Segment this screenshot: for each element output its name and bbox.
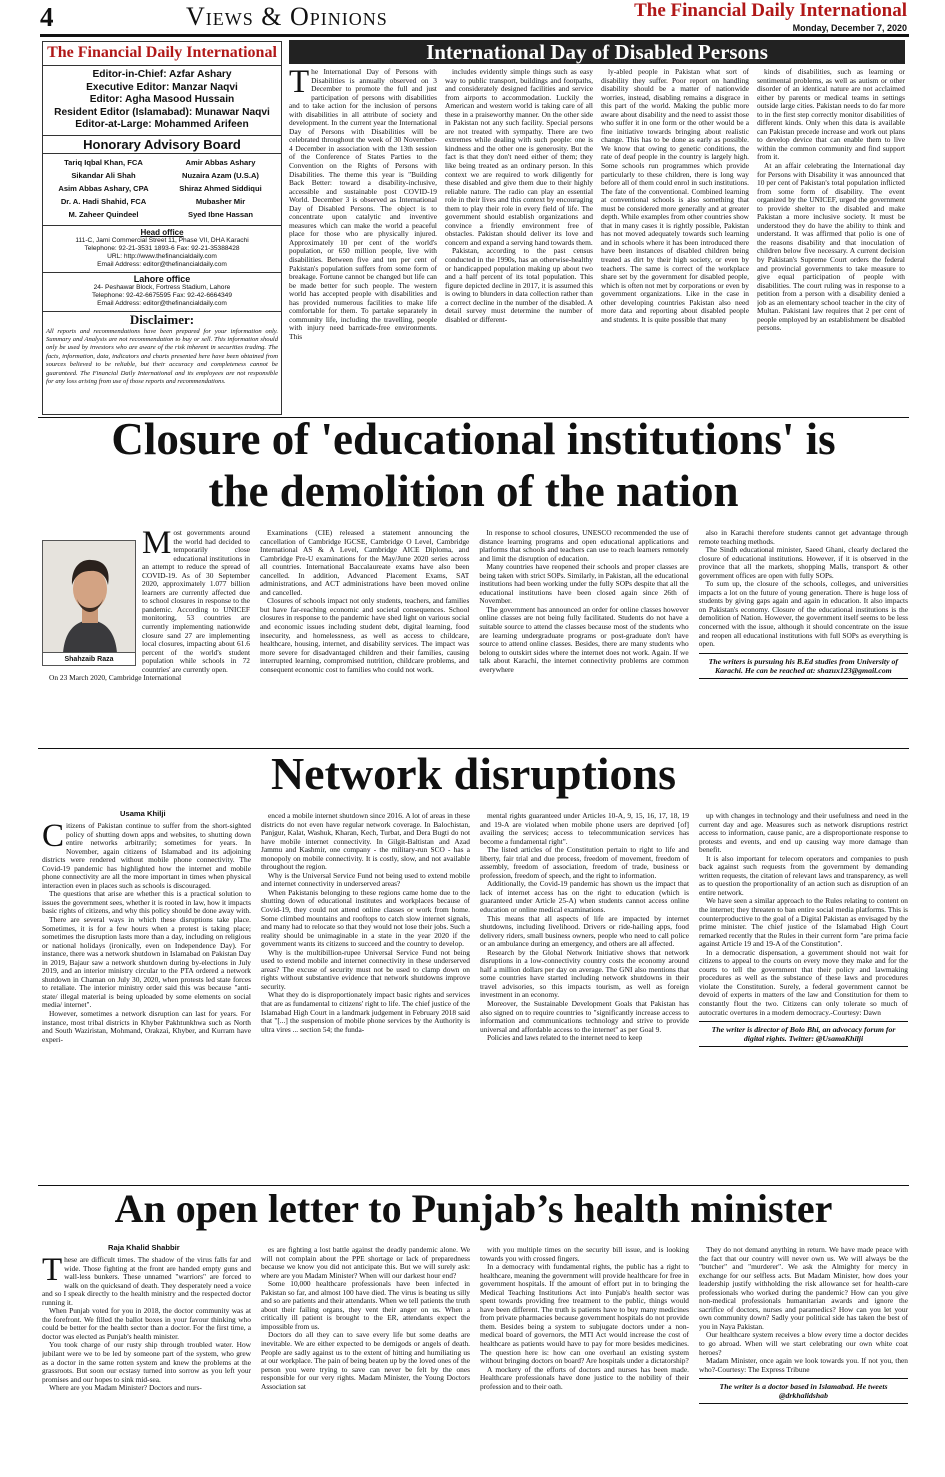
advisory-board-list	[43, 156, 281, 221]
article1-body	[289, 68, 905, 413]
article3-column	[42, 812, 251, 1180]
paragraph: Why is the Universal Service Fund not being used to extend mobile and internet connectivity in underserved areas?	[261, 870, 470, 889]
staff-box	[42, 41, 282, 415]
paragraph: In response to school closures, UNESCO recommended the use of distance learning programs and open educational applications and platforms that schools and teachers can use to reach learners remotely and limit the disruption of education.	[479, 529, 689, 563]
paper-name-header: The Financial Daily International	[634, 0, 907, 21]
paragraph: Why is the multibillion-rupee Universal Service Fund not being used to extend mobile and internet connectivity in these underserved areas? The excuse of security must not be used to clamp down on rights without substantive evidence that network shutdowns improve security.	[261, 947, 470, 991]
article1-column	[445, 68, 593, 413]
staff-line: Editor-at-Large: Mohammed Arifeen	[75, 119, 249, 130]
paragraph: Policies and laws related to the internet need to keep	[487, 1033, 643, 1043]
article1-column	[289, 68, 437, 413]
paragraph: Doctors do all they can to save every life but some deaths are inevitable. We are either expected to be demigods or angels of death. People are sadly against us to the extent of hitting and humiliating us at our workplace. The pain of being beaten up by the loved ones of the person you were trying to save can never be felt by the ones responsible for our very rights. Madam Minister, the Young Doctors Association sat	[261, 1330, 470, 1391]
paragraph: Madam Minister, once again we look towards you. If not you, then who?-Courtesy: The Express Tribune	[699, 1356, 908, 1374]
paragraph: They do not demand anything in return. We have made peace with the fact that our country will never own us. We will always be the "butcher" and "murderer". We ask the Almighty for mercy in exchange for our selfless acts. But Madam Minister, how does your leadership justify withholding the risk allowance set for health-care professionals who worked during the pandemic? How can you give non-medical professionals humanitarian awards and ignore the sacrifice of doctors, nurses and paramedics? How can you let your own community down? Sadly your political side has taken the best of you in Naya Pakistan.	[699, 1246, 908, 1331]
staff-list	[43, 66, 281, 132]
article2-column	[42, 529, 250, 744]
staff-line: Resident Editor (Islamabad): Munawar Naqvi	[54, 106, 270, 118]
paragraph: Pakistan, according to the past census conducted in the 1990s, has an otherwise-healthy or handicapped population making up about two and a half percent of its total population. This figure depicted decline in 2017, it is assumed this is owing to blunders in data collection rather than a correct decline in the number of the disabled. A detail survey must determine the number of disabled or different-	[445, 246, 593, 324]
advisory-member: Tariq Iqbal Khan, FCA	[64, 157, 143, 167]
article4-headline: An open letter to Punjab’s health minister	[114, 1186, 833, 1231]
article4-column	[261, 1246, 470, 1472]
paragraph: Where are you Madam Minister? Doctors and nurs-	[49, 1383, 202, 1393]
article2-headline-line2: the demolition of the nation	[208, 465, 739, 516]
paragraph: The Sindh educational minister, Saeed Ghani, clearly declared the closure of educational institutions. However, if it is observed in the province that all the markets, shopping Malls, transport & other government offices are open with fully SOPs.	[698, 545, 908, 580]
article3-headline: Network disruptions	[270, 748, 677, 799]
article2-body	[42, 529, 908, 744]
paragraph: Moreover, the Sustainable Development Goals that Pakistan has also signed on to require countries to "significantly increase access to information and communications technology and strive to provide universal and affordable access to the internet" as per Goal 9.	[480, 999, 689, 1034]
disclaimer-text: All reports and recommendations have been prepared for your information only. Summary and Analysis are not recommendation to buy or sell. This information should only be used by investors who are aware of the risk inherent in securities trading. The facts, information, data, indicators and charts presented here have been obtained from sources believed to be reliable, but their accuracy and completeness cannot be guaranteed. The Financial Daily International and its employees are not responsible for any loss arising from use of those reports and recommendations.	[46, 327, 278, 386]
paragraph: When Pakistanis belonging to these regions came home due to the shutting down of educational institutes and workplaces because of Covid-19, they could not attend online classes or work from home. Some climbed mountains and rooftops to catch slow internet signals, and many had to relocate so that they would not lose their jobs. Such a reality should be unimaginable in a state in the year 2020 if the government wants its citizens to succeed and the country to develop.	[261, 887, 470, 949]
article3-column-text	[699, 812, 908, 1017]
head-office-address	[43, 237, 281, 270]
masthead-rule	[40, 34, 909, 37]
paragraph: with you multiple times on the security bill issue, and is looking towards you with crossed fingers.	[480, 1246, 689, 1263]
address-line: Telephone: 92-42-6675595 Fax: 92-42-6664349	[91, 291, 233, 299]
paragraph: enced a mobile internet shutdown since 2016. A lot of areas in these districts do not even have regular network coverage. In Balochistan, Panjgur, Kalat, Washuk, Kharan, Kech, Turbat, and Dera Bugti do not have mobile internet connectivity. In Gilgit-Baltistan and Azad Jammu and Kashmir, one company - the military-run SCO - has a monopoly on mobile connectivity. It is costly, slow, and not available throughout the region.	[261, 812, 470, 872]
publication-date: Monday, December 7, 2020	[792, 23, 907, 33]
paragraph: These are difficult times. The shadow of the virus falls far and wide. Those fighting at the front are handed empty guns and wall-less bunkers. These unnamed "warriors" are forced to walk on the quicksand of death. They desperately need a voice and so I speak directly to the health ministry and the respected doctor running it.	[42, 1252, 251, 1307]
article2-column	[699, 529, 908, 744]
author-photo-caption: Shahzaib Raza	[43, 652, 135, 665]
article3-column	[261, 812, 470, 1180]
paragraph: At an affair celebrating the International day for Persons with Disability it was announced that 10 per cent of Pakistan's total population inflicted from some form of disability. The event organized by the UNICEF, urged the government to provide shelter to the disabled and make Pakistan a more inclusive society. It must be understood they do have the ability to think and understand. It was affirmed that polio is one of the reasons disability and that inoculation of children below five necessary. A current decision by Pakistan's Supreme Court orders the federal and provincial governments to take measure to give equal participation of people with disabilities. The court ruling was in response to a petition from a person with a disability denied a job as an elementary school teacher in the city of Multan. Pakistani law requires that 2 per cent of people employed by an establishment be disabled persons.	[757, 161, 905, 333]
advisory-board-title: Honorary Advisory Board	[43, 135, 281, 154]
paragraph: Research by the Global Network Initiative shows that network disruptions in a low-connectivity country costs the economy around half a million dollars per day on average. The GNI also mentions that some countries have started including network shutdowns in their travel advisories, so this impacts tourism, as well as foreign investment in an economy.	[480, 947, 689, 1000]
paragraph: In a democracy with fundamental rights, the public has a right to healthcare, meaning the government will provide healthcare for free in government hospitals. If the amount of effort put in to bringing the Medical Teaching Institutions Act into Punjab's health sector was spent towards providing free treatment to the public, things would have been different. The truth is patients have to buy many medicines from private pharmacies because government hospitals do not provide them. Besides being a system to subjugate doctors under a non-medical board of governors, the MTI Act would increase the cost of healthcare as patients would have to pay for more besides medicines. The question here is: how can one overhaul an existing system without bringing doctors on board? Are hospitals under a dictatorship?	[480, 1262, 689, 1366]
article4-column	[699, 1246, 908, 1472]
address-line: 111-C, Jami Commercial Street 11, Phase VII, DHA Karachi	[75, 236, 249, 244]
advisory-member: M. Zaheer Quindeel	[68, 209, 139, 219]
article1-title: International Day of Disabled Persons	[289, 40, 905, 64]
advisory-member: Amir Abbas Ashary	[185, 157, 256, 167]
drop-cap: T	[42, 1252, 63, 1288]
photo-spacer	[42, 529, 142, 667]
paragraph: mental rights guaranteed under Articles 10-A, 9, 15, 16, 17, 18, 19 and 19-A are violated when mobile phone users are deprived [of] availing the services; access to telecommunication services has become a fundamental right".	[480, 812, 689, 846]
advisory-member: Syed Ibne Hassan	[188, 209, 253, 219]
paragraph: Examinations (CIE) released a statement announcing the cancellation of Cambridge IGCSE, Cambridge O Level, Cambridge International AS & A Level, Cambridge AICE Diploma, and Cambridge Pre-U examinations for the May/June 2020 series across all countries. International Baccalaureate exams have also been cancelled. In addition, Advanced Placement Exams, SAT administrations, and ACT administrations have been moved online and cancelled.	[260, 529, 470, 597]
advisory-member: Dr. A. Hadi Shahid, FCA	[60, 196, 147, 206]
paragraph: es are fighting a lost battle against the deadly pandemic alone. We will not complain about the PPE shortage or lack of preparedness because we know you did not anticipate this. But we will surely ask: where are you Madam Minister? When will our darkest hour end?	[261, 1246, 470, 1280]
paragraph: also in Karachi therefore students cannot get advantage through remote teaching methods.	[698, 529, 908, 546]
address-line: Email Address: editor@thefinancialdaily.com	[97, 261, 227, 269]
paragraph: kinds of disabilities, such as learning or sentimental problems, as well as autism or other disorder of an identical nature are not acclaimed either by parents or medical teams in settings outside large cities. Pakistan needs to do far more to in the first step correctly monitor disabilities of different kinds. Only when this data is available can Pakistan precede increase and work out plans to develop device that can enable them to live within the common community and find support from it.	[757, 68, 905, 162]
lahore-office-title: Lahore office	[43, 272, 281, 284]
paragraph: The government has announced an order for online classes however online classes are not being fully facilitated. Students do not have a suitable source to attend the classes because most of the students who are learning undergraduate programs or post-graduate don't have source to attend online classes. Besides, there are many students who belong to outskirt sides where the internet does not work. Again. If we talk about Karachi, the internet connectivity problems are common everywhere	[479, 604, 689, 674]
paragraph: This means that all aspects of life are impacted by internet shutdowns, including livelihood. Drivers or ride-hailing apps, food delivery riders, small business owners, people who need to call police or an ambulance during an emergency, and others are all affected.	[480, 913, 689, 949]
article3-author-note: The writer is director of Bolo Bhi, an advocacy forum for digital rights. Twitter: @UsamaKhilji	[699, 1021, 908, 1047]
article2-author-note: The writers is pursuing his B.Ed studies from University of Karachi. He can be reached at: shazux123@gmail.com	[699, 653, 908, 679]
advisory-member: Sikandar Ali Shah	[71, 170, 136, 180]
article3-column	[480, 812, 689, 1180]
article4-body	[42, 1246, 908, 1472]
paragraph: Citizens of Pakistan continue to suffer from the short-sighted policy of shutting down apps and websites, to shutting down entire networks arbitrarily; sometimes for years. In November, again citizens of Islamabad and its adjoining districts were rendered without mobile phone connectivity. The Covid-19 pandemic has highlighted how the internet and mobile phone connectivity are all the more important in times when physical interaction even in places such as schools is discouraged.	[42, 818, 251, 890]
advisory-member: Shiraz Ahmed Siddiqui	[179, 183, 262, 193]
head-office-title: Head office	[43, 225, 281, 237]
paragraph: Additionally, the Covid-19 pandemic has shown us the impact that lack of internet access has on the right to education (which is guaranteed under Article 25-A) when students cannot access online education or online medical examinations.	[480, 879, 689, 915]
article2-headline-line1: Closure of 'educational institutions' is	[111, 414, 836, 464]
paragraph: Many countries have reopened their schools and proper classes are being taken with strict SOPs. Similarly, in Pakistan, all the educational institutions had been working under the fully SOPs despite that all the educational institutions have been closed again since 26th of November.	[479, 562, 689, 606]
paragraph: The International Day of Persons with Disabilities is annually observed on 3 December to promote the full and just participation of persons with disabilities and to take action for the inclusion of persons with disabilities in all attribute of society and development. In the current year the International Day of Persons with Disabilities will be celebrated throughout the week of 30 November- 4 December in association with the 13th session of the Conference of States Parties to the Convention on the Rights of Persons with Disabilities. The theme this year is "Building Back Better: toward a disability-inclusive, accessible and sustainable post COVID-19 World. December 3 is observed as International Day of Disabled Persons. The object is to concentrate upon catalytic and inventive measures which can make the world a peaceful place for those who are physically injured. Approximately 10 per cent of the world's population, or 650 million people, live with disabilities. Between five and ten per cent of Pakistan's population suffers from some form of breakage. Fortune cannot be changed but life can be made better for such people. The western world has accepted people with disabilities and has provided numerous facilities to make life comfortable for them. To partake separately in community life, including the travelling, people with injury need barricade-free environments. This	[289, 68, 437, 341]
article3-column	[699, 812, 908, 1180]
address-line: 24- Peshawar Block, Fortress Stadium, Lahore	[93, 283, 231, 291]
address-line: Telephone: 92-21-3531 1893-6 Fax: 92-21-35388428	[84, 244, 240, 252]
paragraph: In a democratic dispensation, a government should not wait for citizens to appeal to the courts on every move they make and for the courts to tell the government that their policy and lawmaking procedures as well as the substance of these laws and procedures violate the Constitution. Surely, a federal government cannot be devoid of experts in matters of the law and Constitution for them to constantly flout the two. Citizens can only tolerate so much of autocratic overtures in a modern democracy.-Courtesy: Dawn	[699, 947, 908, 1017]
drop-cap: T	[289, 68, 310, 100]
section-title: Views & Opinions	[186, 2, 388, 31]
advisory-member: Mubasher Mir	[195, 196, 246, 206]
paragraph: includes evidently simple things such as easy way to public transport, buildings and footpaths, and considerately designed facilities and service from airports to accommodation. Luckily the American and western world is taking care of all these in a praiseworthy manner. On the other side in Pakistan not any such facility. Special persons are not treated with sympathy. There are two extremes while dealing with such people: one is kindness and the other one is generosity. But the fact is that they don't need either of them; they like being treated as an ordinary person. In this context we are required to work diligently for these disabled and give them due to their highly reliable nature. The radio can play an essential role in their lives and this context by encouraging them to play their role in every field of life. The government should establish organizations and convince a friendly environment free of obstacles. Pakistan should deliver its love and concern and expand a serving hand towards them.	[445, 68, 593, 247]
article4-column-text	[699, 1246, 908, 1374]
paragraph: What they do is disproportionately impact basic rights and services that are as fundamental to citizens' right to life. The chief justice of the Islamabad High Court in a landmark judgement in February 2018 said that "[...] the suspension of mobile phone services by the Authority is ultra vires ... section 54; the funda-	[261, 990, 470, 1034]
article1-column	[757, 68, 905, 413]
paragraph: However, sometimes a network disruption can last for years. For instance, most tribal districts in Khyber Pakhtunkhwa such as North and South Waziristan, Mohmand, Orakzai, Khyber, and Kurram have experi-	[42, 1009, 251, 1044]
paragraph: There are several ways in which these disruptions take place. Sometimes, it is for a few hours when a protest is taking place; sometimes the disruption lasts more than a day, including on religious or national holidays (ironically, even on Independence Day). For instance, there was a network shutdown in Islamabad on Pakistan Day in 2019, Bajaur saw a network shutdown during by-elections in July 2019, and an interior ministry circular to the PTA ordered a network shutdown in Chaman on July 30, 2020, when protests led state forces to retaliate. The interior ministry order said this was because "anti-state/ illegal material is being uploaded by some elements on social media/ internet".	[42, 915, 251, 1010]
article4-author-note: The writer is a doctor based in Islamabad. He tweets @drkhalidshab	[699, 1378, 908, 1404]
staff-line: Editor: Agha Masood Hussain	[89, 94, 235, 105]
paragraph: A mockery of the efforts of doctors and nurses has been made. Healthcare professionals have done justice to the nobility of their profession and to their oath.	[480, 1364, 689, 1391]
advisory-member: Asim Abbas Ashary, CPA	[58, 183, 149, 193]
paragraph: It is also important for telecom operators and companies to push back against such requests from the government by demanding written requests, the citation of relevant laws and transparency, as well as to question the proportionality of an action such as disruption of an entire network.	[699, 853, 908, 897]
paragraph: ly-abled people in Pakistan what sort of disability they suffer. Poor report on handling disability should be a matter of nationwide worries, instead, disabling remains a disgrace in this part of the world. Making the public more aware about disability and the need to assist those who suffer it in one form or the other would be a fine initiative towards bringing about realistic change. This has to be done as early as possible. We know that owing to genetic conditions, the rate of deaf people in the country is largely high. Some schools run programmes which provide particularly to these children, there is long way before all of them could enrol in such institutions. The fate of the conventional. Combined learning at conventional schools is also something that must be considered more generally and at greater depth. While examples from other countries show that in many cases it is rightly possible, Pakistan has not moved adequately towards such learning and in schools where it has been introduced there have been instances of disabled children being treated as dirt by their high society, or even by teachers. The same is correct of the workplace share set by the government for disabled people, which is often not met by corporations or even by government organizations. Like in the case in other developing countries Pakistan also need more data and reporting about disabled people and students. It is quite possible that many	[601, 68, 749, 324]
paragraph: We have seen a similar approach to the Rules relating to content on the internet; they threaten to ban entire social media platforms. This is counterproductive to the goal of a Digital Pakistan as envisaged by the prime minister. The chief justice of the Islamabad High Court remarked recently that the Rules in their current form "are prima facie against Article 19 and 19-A of the Constitution".	[699, 896, 908, 949]
article3-byline: Usama Khilji	[120, 809, 166, 818]
paragraph: Some 10,000 healthcare professionals have been infected in Pakistan so far, and almost 100 have died. The virus is beating us silly and so are patients and their attendants. When we tell patients the truth about their failing organs, they vent their anger on us. When a critically ill patient is brought to the ER, attendants expect the impossible from us.	[261, 1279, 470, 1331]
address-line: Email Address: editor@thefinancialdaily.com	[97, 300, 227, 308]
article2-column	[260, 529, 469, 744]
article1-column	[601, 68, 749, 413]
paragraph: Most governments around the world had decided to temporarily close educational institutions in an attempt to reduce the spread of COVID-19. As of 30 September 2020, approximately 1.077 billion learners are currently affected due to school closures in response to the pandemic. According to UNICEF monitoring, 53 countries are currently implementing nationwide closure sand 27 are implementing local closures, impacting about 61.6 percent of the world's student population while schools in 72 countries' are currently open.	[142, 529, 250, 674]
advisory-member: Nuzaira Azam (U.S.A)	[182, 170, 259, 180]
paragraph: To sum up, the closure of the schools, colleges, and universities impacts a lot on the future of young generation. There is huge loss of students by giving gaps again and again in education. It also impacts on Pakistan's economy. Closure of the educational institutions is the demolition of Nation. However, the government itself seems to be less concerned with the issue, although it should concentrate on the issue and reopen all educational institutions with full SOPs as everything is open.	[698, 579, 908, 649]
article2-column	[479, 529, 688, 744]
article4-byline: Raja Khalid Shabbir	[108, 1243, 180, 1252]
drop-cap: C	[42, 818, 65, 854]
paragraph: When Punjab voted for you in 2018, the doctor community was at the forefront. We filled the ballot boxes in your favour thinking who could be better for the health sector than a doctor. For the first time, a doctor was elected as Punjab's health minister.	[42, 1306, 251, 1341]
paragraph: The questions that arise are whether this is a practical solution to issues the government sees, whether it is rooted in law, how it impacts basic rights of citizens, and why this policy should be done away with.	[42, 889, 251, 916]
staff-line: Executive Editor: Manzar Naqvi	[86, 81, 238, 93]
article3-body	[42, 812, 908, 1180]
paragraph: Our healthcare system receives a blow every time a doctor decides to go abroad. When will we start celebrating our own white coat heroes?	[699, 1330, 908, 1357]
staff-box-paper-name: The Financial Daily International	[43, 44, 281, 66]
paragraph: The listed articles of the Constitution pertain to right to life and liberty, fair trial and due process, freedom of movement, freedom of assembly, freedom of association, freedom of trade, business or profession, freedom of speech, and the right to information.	[480, 845, 689, 880]
drop-cap: M	[142, 529, 172, 561]
address-line: URL: http://www.thefinancialdaily.com	[107, 253, 217, 261]
article2-headline	[38, 414, 909, 518]
lahore-office-address	[43, 284, 281, 309]
paragraph: On 23 March 2020, Cambridge International	[49, 673, 182, 683]
article4-column	[42, 1246, 251, 1472]
paragraph: Closures of schools impact not only students, teachers, and families but have far-reaching economic and societal consequences. School closures in response to the pandemic have shed light on various social and economic issues including student debt, digital learning, food insecurity, and homelessness, as well as access to childcare, healthcare, housing, internet, and disability services. The impact was more severe for disadvantaged children and their families, causing interrupted learning, compromised nutrition, childcare problems, and consequent economic cost to families who could not work.	[260, 596, 470, 674]
paragraph: You took charge of our rusty ship through troubled water. How jubilant were we to be led by someone part of the system, who grew as a doctor in the same rotten system and knew the problems at the grassroots. But soon our ecstasy turned into sorrow as you left your promises and our hopes to sink mid-sea.	[42, 1340, 251, 1384]
staff-line: Editor-in-Chief: Azfar Ashary	[92, 69, 232, 80]
article4-column	[480, 1246, 689, 1472]
page-number: 4	[40, 2, 54, 32]
article2-column-text	[699, 529, 908, 649]
paragraph: up with changes in technology and their usefulness and need in the current day and age. Measures such as network disruptions restrict access to information, cause panic, are a disproportionate response to protests and events, and end up causing way more damage than benefit.	[699, 812, 908, 855]
disclaimer-title: Disclaimer:	[43, 311, 281, 328]
